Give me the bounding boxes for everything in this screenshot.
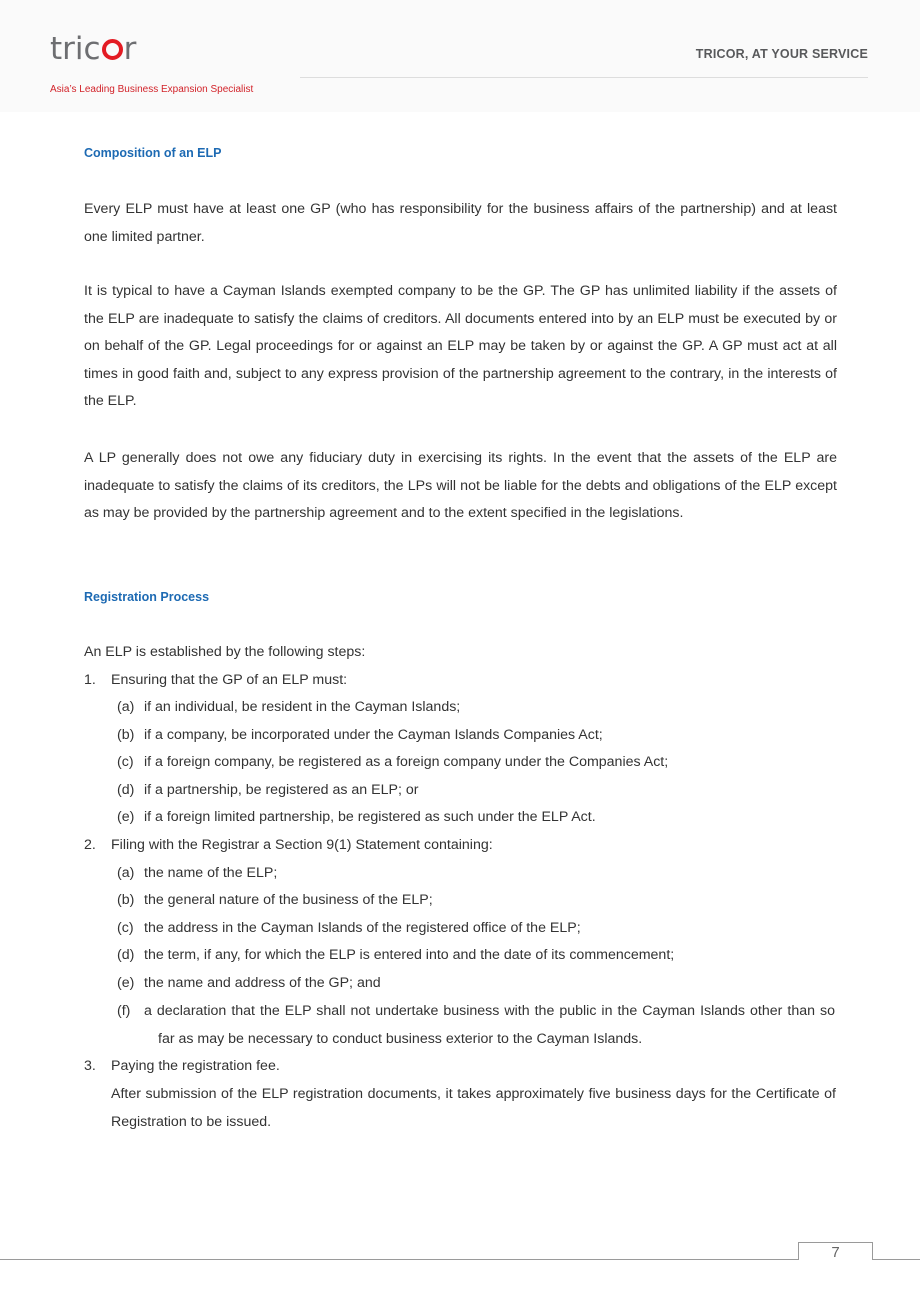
sub-label: (d) [117,947,135,963]
tricor-logo [50,31,137,67]
sub-text: the address in the Cayman Islands of the registered office of the ELP; [144,920,581,936]
sub-text: the term, if any, for which the ELP is entered into and the date of its commencement; [144,947,675,963]
sub-text: if a partnership, be registered as an ELP; or [144,782,419,798]
step-number: 1. [84,672,96,688]
sub-label: (e) [117,809,135,825]
sub-text: if a company, be incorporated under the Cayman Islands Companies Act; [144,727,603,743]
sub-text: the general nature of the business of the ELP; [144,892,433,908]
step-text: Filing with the Registrar a Section 9(1) Statement containing: [111,837,493,853]
sub-label: (a) [117,865,135,881]
sub-label: (e) [117,975,135,991]
header-divider [300,77,868,78]
sub-label: (c) [117,920,134,936]
paragraph-composition-2: It is typical to have a Cayman Islands exempted company to be the GP. The GP has unlimited liability if the assets of the ELP are inadequate to satisfy the claims of creditors. All documents entered into by an ELP must be executed by or on behalf of the GP. Legal proceedings for or against an ELP may be taken by or against the GP. A GP must act at all times in good faith and, subject to any express provision of the partnership agreement to the contrary, in the interests of the ELP. [84,283,837,409]
sub-label: (b) [117,727,135,743]
sub-text: if a foreign company, be registered as a foreign company under the Companies Act; [144,754,669,770]
step-note: After submission of the ELP registration documents, it takes approximately five business days for the Certificate of Registration to be issued. [111,1086,836,1130]
section-title-registration: Registration Process [84,590,210,604]
sub-text: the name and address of the GP; and [144,975,381,991]
footer-divider-right [872,1259,920,1260]
sub-label: (d) [117,782,135,798]
logo-text-start: tric [50,31,101,67]
step-number: 3. [84,1058,96,1074]
sub-label: (b) [117,892,135,908]
step-number: 2. [84,837,96,853]
paragraph-composition-3: A LP generally does not owe any fiduciary duty in exercising its rights. In the event that the assets of the ELP are inadequate to satisfy the claims of its creditors, the LPs will not be liable for the debts and obligations of the ELP except as may be provided by the partnership agreement and to the extent specified in the legislations. [84,450,837,521]
sub-text: if an individual, be resident in the Cayman Islands; [144,699,461,715]
logo-text-end: r [123,31,137,67]
header-slogan: TRICOR, AT YOUR SERVICE [695,47,868,61]
paragraph-composition-1: Every ELP must have at least one GP (who has responsibility for the business affairs of the partnership) and at least one limited partner. [84,201,837,245]
sub-label: (f) [117,1003,131,1019]
sub-text: the name of the ELP; [144,865,278,881]
footer-divider-left [0,1259,800,1260]
logo-tagline: Asia’s Leading Business Expansion Specialist [50,84,254,95]
step-text: Ensuring that the GP of an ELP must: [111,672,348,688]
step-text: Paying the registration fee. [111,1058,280,1074]
logo-ring-icon [102,39,123,60]
registration-intro: An ELP is established by the following steps: [84,644,366,660]
sub-label: (c) [117,754,134,770]
sub-label: (a) [117,699,135,715]
section-title-composition: Composition of an ELP [84,146,222,160]
sub-text: a declaration that the ELP shall not undertake business with the public in the Cayman Islands other than so far as may be necessary to conduct business exterior to the Cayman Islands. [144,1003,835,1047]
page-number: 7 [831,1244,840,1261]
sub-text: if a foreign limited partnership, be registered as such under the ELP Act. [144,809,596,825]
